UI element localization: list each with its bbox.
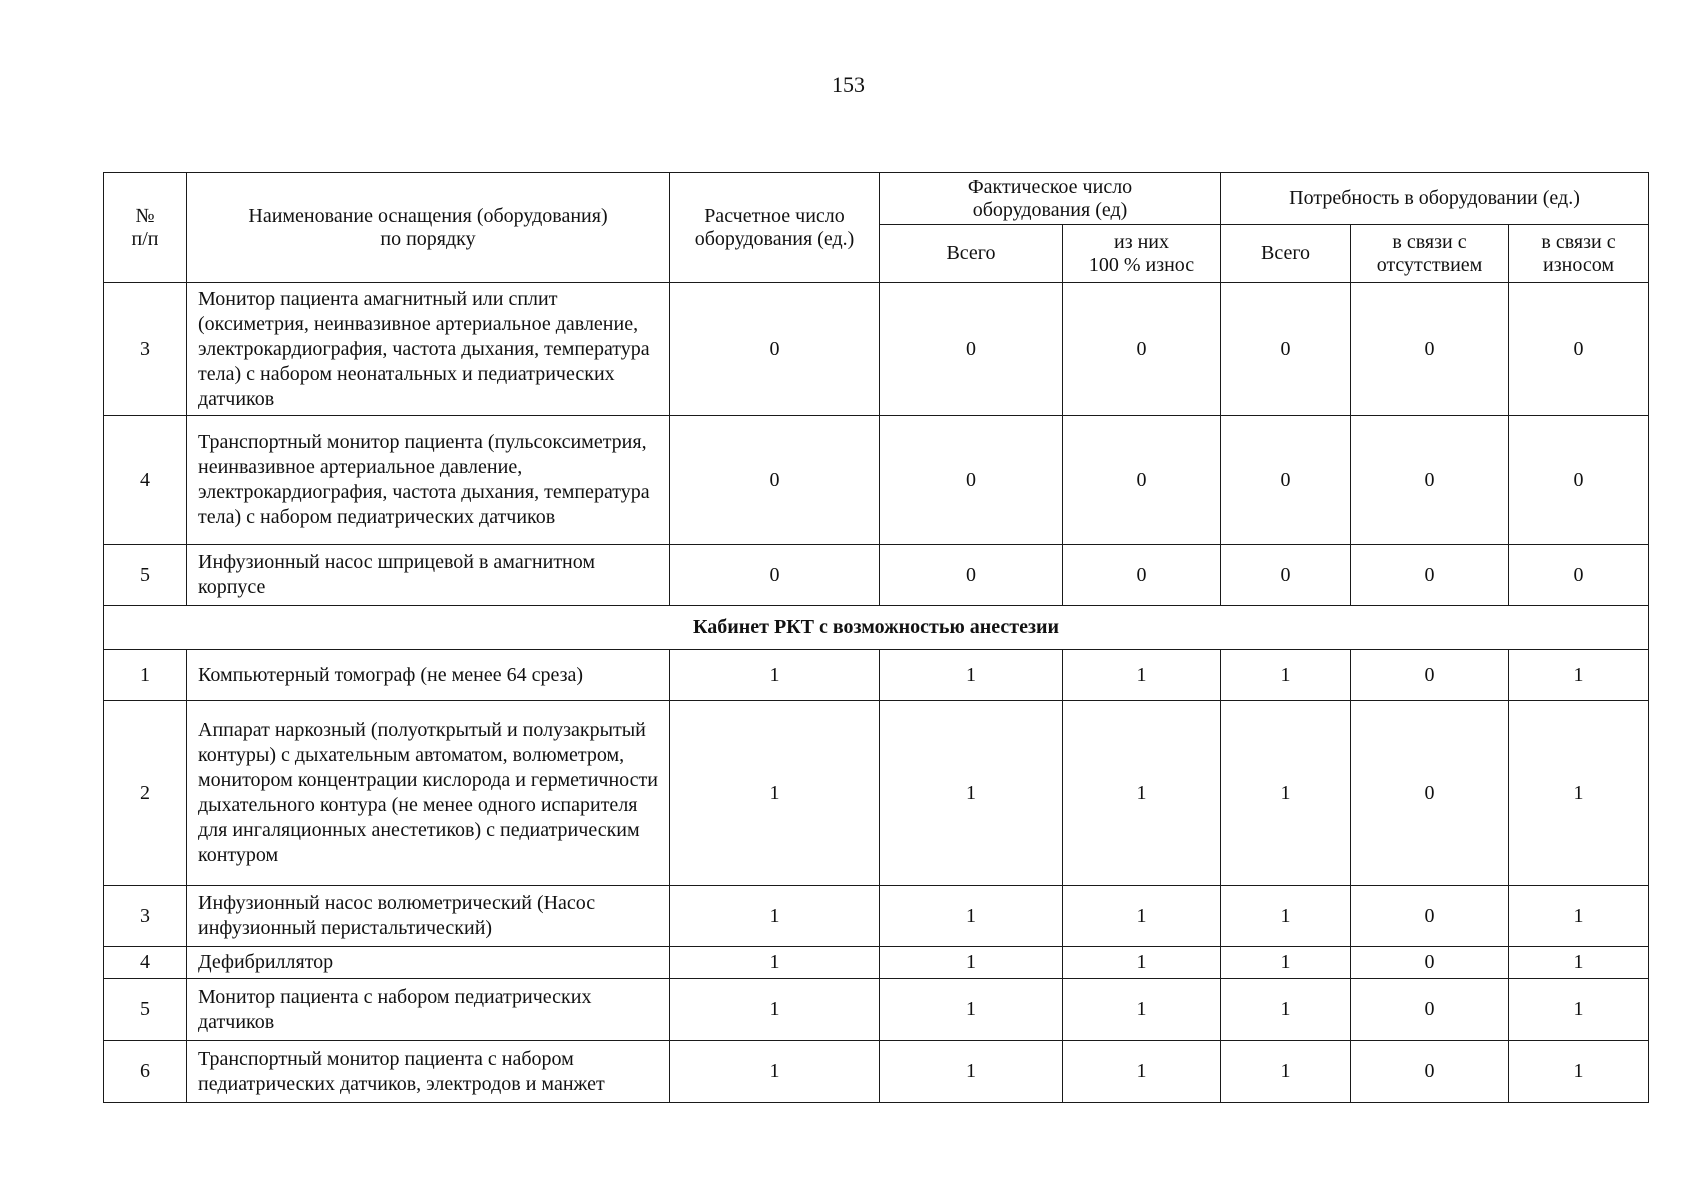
- table-header: [104, 173, 1649, 283]
- row-actual-total: 1: [880, 650, 1063, 701]
- section-row: [104, 606, 1649, 650]
- row-need-wear: 1: [1509, 1041, 1649, 1103]
- header-worn-line2: 100 % износ: [1088, 253, 1195, 276]
- row-num: 3: [104, 283, 187, 416]
- row-need-absence: 0: [1351, 886, 1509, 947]
- header-need-total: Всего: [1221, 225, 1351, 283]
- page-number: 153: [832, 72, 865, 97]
- row-actual-total: 0: [880, 283, 1063, 416]
- row-need-absence: 0: [1351, 650, 1509, 701]
- row-calc: 0: [670, 416, 880, 545]
- row-need-total: 0: [1221, 416, 1351, 545]
- row-num: 5: [104, 545, 187, 606]
- header-calc-line2: оборудования (ед.): [694, 227, 855, 250]
- row-actual-total: 0: [880, 416, 1063, 545]
- header-actual-line1: Фактическое число: [967, 175, 1133, 198]
- header-need-absence: [1351, 225, 1509, 283]
- header-actual-total: Всего: [880, 225, 1063, 283]
- row-actual-total: 0: [880, 545, 1063, 606]
- row-equipment-name: Монитор пациента амагнитный или сплит (оксиметрия, неинвазивное артериальное давление, электрокардиография, частота дыхания, температура тела) с набором неонатальных и педиатрических датчиков: [187, 283, 670, 416]
- row-actual-total: 1: [880, 886, 1063, 947]
- table-row: [104, 416, 1649, 545]
- row-need-wear: 1: [1509, 650, 1649, 701]
- row-equipment-name: Транспортный монитор пациента (пульсоксиметрия, неинвазивное артериальное давление, электрокардиография, частота дыхания, температура тела) с набором педиатрических датчиков: [187, 416, 670, 545]
- row-worn: 1: [1063, 1041, 1221, 1103]
- row-calc: 0: [670, 283, 880, 416]
- table-row: [104, 886, 1649, 947]
- table-row: [104, 947, 1649, 979]
- row-worn: 1: [1063, 701, 1221, 886]
- header-name-line1: Наименование оснащения (оборудования): [248, 204, 608, 227]
- row-actual-total: 1: [880, 947, 1063, 979]
- row-num: 4: [104, 416, 187, 545]
- row-need-absence: 0: [1351, 947, 1509, 979]
- row-calc: 1: [670, 947, 880, 979]
- row-num: 5: [104, 979, 187, 1041]
- row-actual-total: 1: [880, 979, 1063, 1041]
- row-need-wear: 1: [1509, 979, 1649, 1041]
- row-equipment-name: Инфузионный насос шприцевой в амагнитном корпусе: [187, 545, 670, 606]
- table-row: [104, 545, 1649, 606]
- table-row: [104, 650, 1649, 701]
- row-num: 4: [104, 947, 187, 979]
- row-num: 1: [104, 650, 187, 701]
- row-worn: 1: [1063, 886, 1221, 947]
- row-num: 2: [104, 701, 187, 886]
- row-need-wear: 1: [1509, 947, 1649, 979]
- equipment-table: [103, 172, 1649, 1103]
- row-equipment-name: Транспортный монитор пациента с набором педиатрических датчиков, электродов и манжет: [187, 1041, 670, 1103]
- row-calc: 1: [670, 979, 880, 1041]
- row-calc: 1: [670, 650, 880, 701]
- row-need-wear: 0: [1509, 283, 1649, 416]
- row-need-total: 1: [1221, 650, 1351, 701]
- row-worn: 0: [1063, 416, 1221, 545]
- section-title: Кабинет РКТ с возможностью анестезии: [104, 606, 1649, 650]
- row-equipment-name: Инфузионный насос волюметрический (Насос инфузионный перистальтический): [187, 886, 670, 947]
- row-equipment-name: Компьютерный томограф (не менее 64 среза): [187, 650, 670, 701]
- row-actual-total: 1: [880, 701, 1063, 886]
- row-need-absence: 0: [1351, 416, 1509, 545]
- row-worn: 1: [1063, 947, 1221, 979]
- row-calc: 0: [670, 545, 880, 606]
- row-calc: 1: [670, 701, 880, 886]
- header-actual-count: [880, 173, 1221, 225]
- row-need-total: 1: [1221, 979, 1351, 1041]
- header-actual-line2: оборудования (ед): [972, 198, 1128, 221]
- row-need-wear: 0: [1509, 416, 1649, 545]
- row-need-wear: 0: [1509, 545, 1649, 606]
- header-worn-out: [1063, 225, 1221, 283]
- header-name-line2: по порядку: [380, 227, 476, 250]
- table-row: [104, 979, 1649, 1041]
- row-need-total: 1: [1221, 1041, 1351, 1103]
- header-calc-line1: Расчетное число: [704, 204, 845, 227]
- row-need-wear: 1: [1509, 886, 1649, 947]
- row-num: 3: [104, 886, 187, 947]
- header-wear-line1: в связи с: [1541, 230, 1616, 253]
- row-worn: 0: [1063, 283, 1221, 416]
- row-equipment-name: Дефибриллятор: [187, 947, 670, 979]
- row-equipment-name: Аппарат наркозный (полуоткрытый и полузакрытый контуры) с дыхательным автоматом, волюметром, монитором концентрации кислорода и герметичности дыхательного контура (не менее одного испарителя для ингаляционных анестетиков) с педиатрическим контуром: [187, 701, 670, 886]
- table-row: [104, 701, 1649, 886]
- header-num: № п/п: [104, 173, 187, 283]
- table-row: [104, 283, 1649, 416]
- header-equipment-name: [187, 173, 670, 283]
- row-need-absence: 0: [1351, 1041, 1509, 1103]
- row-need-absence: 0: [1351, 979, 1509, 1041]
- row-need-total: 0: [1221, 545, 1351, 606]
- row-worn: 1: [1063, 979, 1221, 1041]
- header-calculated-count: [670, 173, 880, 283]
- header-worn-line1: из них: [1114, 230, 1170, 253]
- header-wear-line2: износом: [1543, 253, 1614, 276]
- row-worn: 1: [1063, 650, 1221, 701]
- row-need-total: 1: [1221, 886, 1351, 947]
- row-worn: 0: [1063, 545, 1221, 606]
- row-need-wear: 1: [1509, 701, 1649, 886]
- row-num: 6: [104, 1041, 187, 1103]
- row-need-total: 1: [1221, 947, 1351, 979]
- header-absence-line2: отсутствием: [1376, 253, 1483, 276]
- header-need-wear: [1509, 225, 1649, 283]
- table-row: [104, 1041, 1649, 1103]
- row-need-absence: 0: [1351, 283, 1509, 416]
- table-body: [104, 283, 1649, 1103]
- row-need-absence: 0: [1351, 701, 1509, 886]
- row-need-absence: 0: [1351, 545, 1509, 606]
- row-actual-total: 1: [880, 1041, 1063, 1103]
- row-calc: 1: [670, 1041, 880, 1103]
- header-absence-line1: в связи с: [1392, 230, 1467, 253]
- header-need: Потребность в оборудовании (ед.): [1221, 173, 1649, 225]
- row-equipment-name: Монитор пациента с набором педиатрических датчиков: [187, 979, 670, 1041]
- row-need-total: 0: [1221, 283, 1351, 416]
- row-calc: 1: [670, 886, 880, 947]
- row-need-total: 1: [1221, 701, 1351, 886]
